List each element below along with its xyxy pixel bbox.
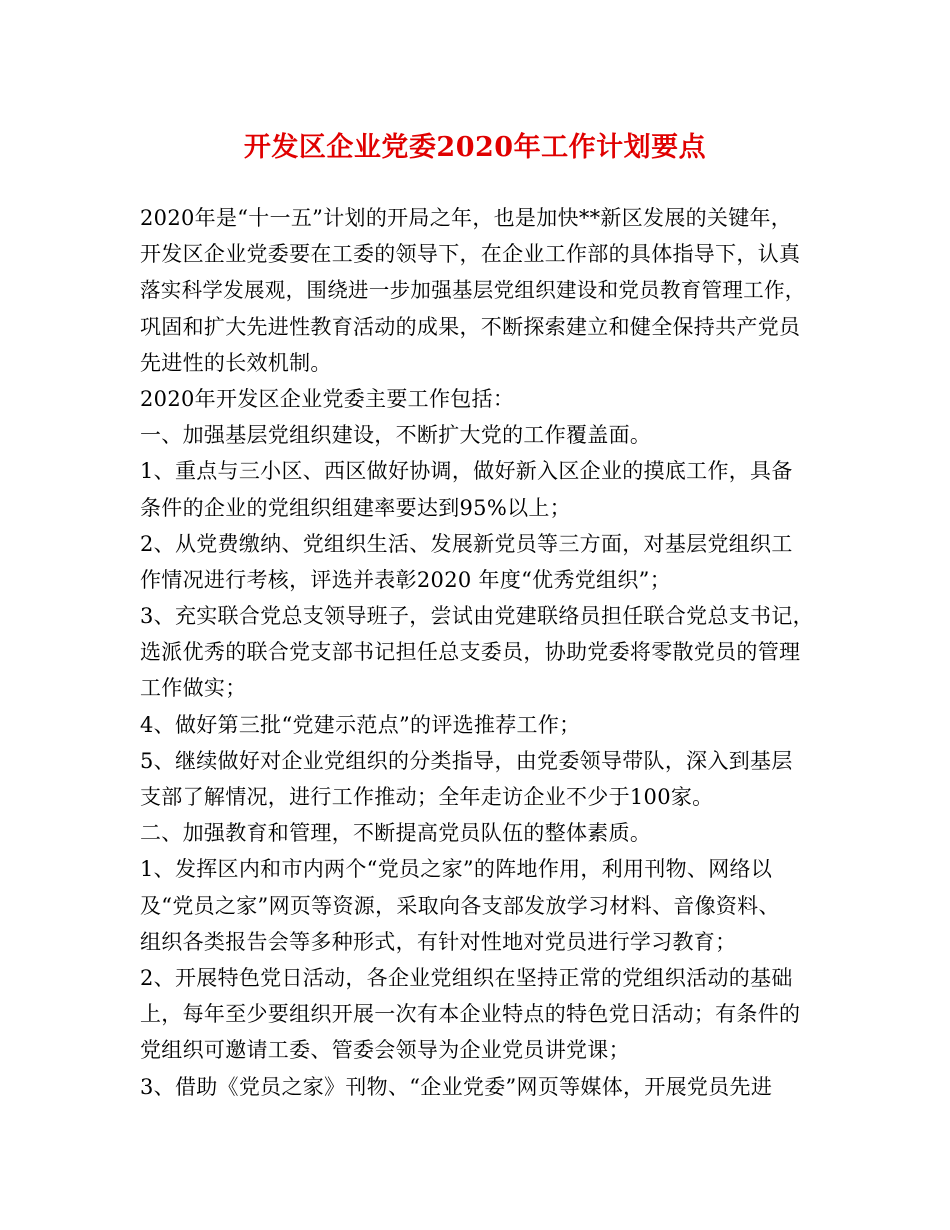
text-line: 选派优秀的联合党支部书记担任总支委员，协助党委将零散党员的管理 [140,640,801,665]
text-line: 2020年开发区企业党委主要工作包括： [140,386,515,411]
text-line: 组织各类报告会等多种形式，有针对性地对党员进行学习教育； [140,929,737,954]
text-line: 1、重点与三小区、西区做好协调，做好新入区企业的摸底工作，具备 [140,459,793,484]
text-line: 落实科学发展观，围绕进一步加强基层党组织建设和党员教育管理工作， [140,278,806,303]
text-line: 及“党员之家”网页等资源，采取向各支部发放学习材料、音像资料、 [140,893,780,918]
text-line: 条件的企业的党组织组建率要达到95%以上； [140,495,571,520]
text-line: 2020年是“十一五”计划的开局之年，也是加快**新区发展的关键年， [140,206,793,230]
text-line: 上，每年至少要组织开展一次有本企业特点的特色党日活动；有条件的 [140,1002,801,1027]
text-line: 先进性的长效机制。 [140,350,332,375]
text-line: 1、发挥区内和市内两个“党员之家”的阵地作用，利用刊物、网络以 [140,857,773,882]
text-line: 一、加强基层党组织建设，不断扩大党的工作覆盖面。 [140,423,652,448]
text-line: 2、从党费缴纳、党组织生活、发展新党员等三方面，对基层党组织工 [140,531,793,556]
text-line: 工作做实； [140,676,247,701]
text-line: 5、继续做好对企业党组织的分类指导，由党委领导带队，深入到基层 [140,748,793,773]
document-title: 开发区企业党委2020年工作计划要点 [243,132,707,163]
text-line: 二、加强教育和管理，不断提高党员队伍的整体素质。 [140,821,652,846]
text-line: 2、开展特色党日活动，各企业党组织在坚持正常的党组织活动的基础 [140,965,793,990]
text-line: 开发区企业党委要在工委的领导下，在企业工作部的具体指导下，认真 [140,242,801,267]
text-line: 巩固和扩大先进性教育活动的成果，不断探索建立和健全保持共产党员 [140,314,801,339]
document-body [140,200,820,1105]
text-line: 3、充实联合党总支领导班子，尝试由党建联络员担任联合党总支书记， [140,604,814,629]
text-line: 4、做好第三批“党建示范点”的评选推荐工作； [140,712,581,737]
text-line: 3、借助《党员之家》刊物、“企业党委”网页等媒体，开展党员先进 [140,1074,773,1099]
text-line: 支部了解情况，进行工作推动；全年走访企业不少于100家。 [140,785,714,809]
text-line: 作情况进行考核，评选并表彰2020 年度“优秀党组织”； [140,567,671,592]
text-line: 党组织可邀请工委、管委会领导为企业党员讲党课； [140,1038,630,1063]
